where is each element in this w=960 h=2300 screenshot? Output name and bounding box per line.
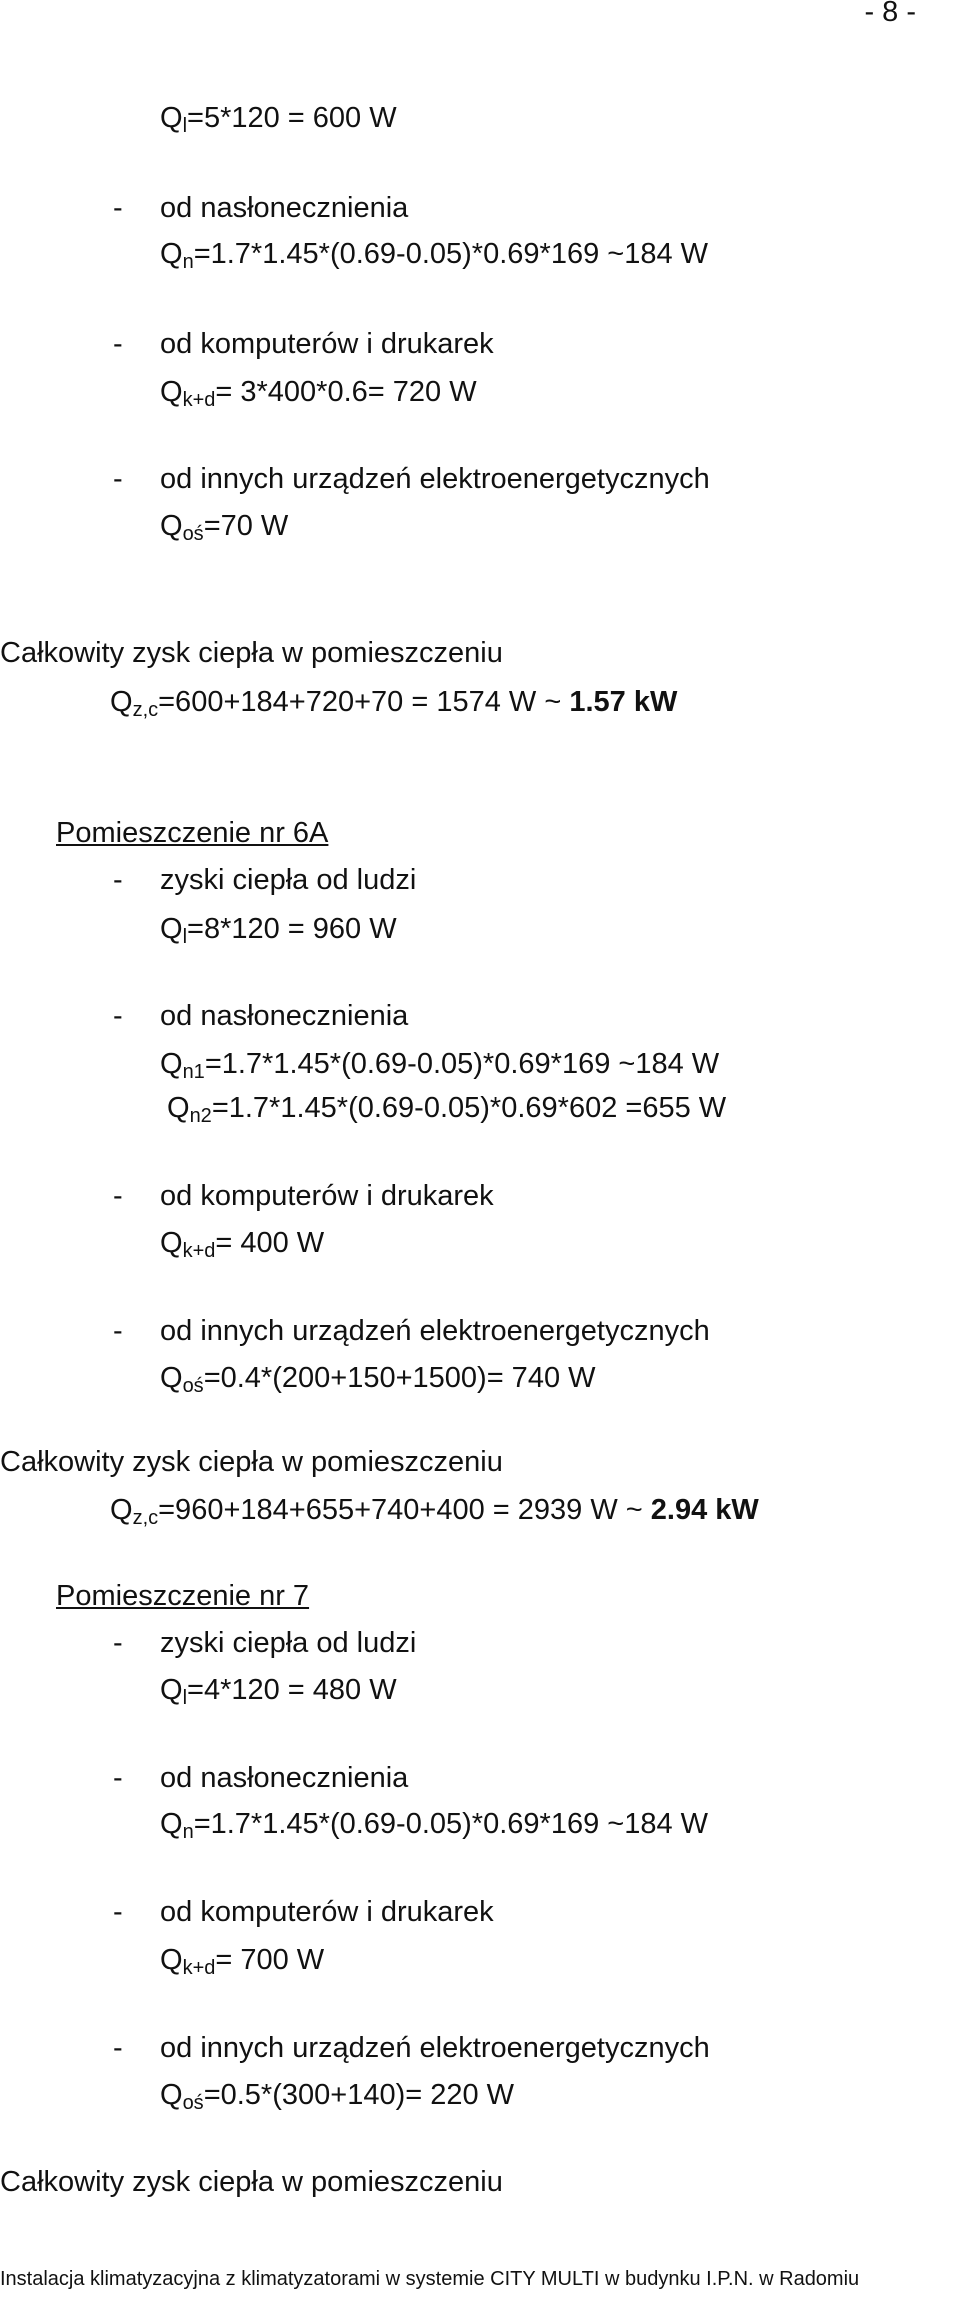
formula-line [160, 911, 397, 947]
formula-symbol: Q [167, 1092, 190, 1124]
formula-symbol: Q [160, 1944, 183, 1976]
formula-expression: = 400 W [215, 1227, 325, 1259]
formula-expression: =1.7*1.45*(0.69-0.05)*0.69*169 ~184 W [193, 1808, 709, 1840]
formula-subscript: oś [182, 1375, 204, 1397]
bullet-text: zyski ciepła od ludzi [160, 1627, 417, 1659]
summary-heading [0, 1444, 503, 1480]
formula-subscript: oś [182, 2092, 204, 2114]
bullet-text: zyski ciepła od ludzi [160, 864, 417, 896]
summary-heading [0, 2164, 503, 2200]
formula-total: 1.57 kW [569, 686, 678, 718]
formula-expression: =70 W [203, 510, 289, 542]
formula-symbol: Q [160, 1048, 183, 1080]
formula-symbol: Q [160, 1808, 183, 1840]
bullet-text: od nasłonecznienia [160, 192, 409, 224]
formula-line [160, 508, 288, 544]
bullet-dash: - [113, 1762, 123, 1794]
formula-expression: =600+184+720+70 = 1574 W ~ [158, 686, 570, 718]
formula-subscript: n [182, 1821, 194, 1843]
page-number: - 8 - [864, 0, 916, 28]
bullet-dash: - [113, 864, 123, 896]
formula-expression: =5*120 = 600 W [187, 102, 397, 134]
section-heading [56, 1578, 309, 1614]
formula-expression: =1.7*1.45*(0.69-0.05)*0.69*169 ~184 W [204, 1048, 720, 1080]
formula-subscript: n1 [182, 1061, 205, 1083]
formula-subscript: k+d [182, 1240, 216, 1262]
formula-expression: =4*120 = 480 W [187, 1674, 397, 1706]
formula-line [110, 1492, 759, 1528]
formula-line [160, 1046, 719, 1082]
section-heading [56, 815, 328, 851]
formula-expression: =1.7*1.45*(0.69-0.05)*0.69*602 =655 W [211, 1092, 727, 1124]
formula-subscript: l [182, 115, 188, 137]
page-footer: Instalacja klimatyzacyjna z klimatyzatorami w systemie CITY MULTI w budynku I.P.N. w Radomiu [0, 2268, 860, 2290]
formula-line [167, 1090, 726, 1126]
formula-line [160, 1672, 397, 1708]
formula-symbol: Q [160, 376, 183, 408]
formula-line [160, 1225, 324, 1261]
formula-subscript: k+d [182, 389, 216, 411]
formula-symbol: Q [110, 1494, 133, 1526]
heading-text: Całkowity zysk ciepła w pomieszczeniu [0, 1446, 503, 1478]
formula-line [110, 684, 677, 720]
formula-line [160, 374, 477, 410]
formula-symbol: Q [160, 2079, 183, 2111]
bullet-text: od komputerów i drukarek [160, 1896, 494, 1928]
formula-symbol: Q [110, 686, 133, 718]
bullet-dash: - [113, 1627, 123, 1659]
formula-expression: =0.4*(200+150+1500)= 740 W [203, 1362, 596, 1394]
heading-text: Całkowity zysk ciepła w pomieszczeniu [0, 2166, 503, 2198]
bullet-dash: - [113, 192, 123, 224]
room-title: Pomieszczenie nr 6A [56, 817, 329, 849]
bullet-text: od nasłonecznienia [160, 1762, 409, 1794]
bullet-text: od innych urządzeń elektroenergetycznych [160, 2032, 710, 2064]
formula-subscript: z,c [132, 1507, 159, 1529]
formula-expression: = 700 W [215, 1944, 325, 1976]
formula-symbol: Q [160, 1362, 183, 1394]
formula-symbol: Q [160, 1227, 183, 1259]
formula-line [160, 1942, 324, 1978]
bullet-text: od komputerów i drukarek [160, 328, 494, 360]
formula-symbol: Q [160, 1674, 183, 1706]
formula-subscript: l [182, 926, 188, 948]
formula-subscript: n2 [189, 1105, 212, 1127]
formula-expression: =8*120 = 960 W [187, 913, 397, 945]
room-title: Pomieszczenie nr 7 [56, 1580, 310, 1612]
bullet-dash: - [113, 2032, 123, 2064]
formula-expression: = 3*400*0.6= 720 W [215, 376, 477, 408]
summary-heading [0, 635, 503, 671]
bullet-text: od nasłonecznienia [160, 1000, 409, 1032]
formula-total: 2.94 kW [650, 1494, 759, 1526]
formula-subscript: n [182, 251, 194, 273]
bullet-text: od komputerów i drukarek [160, 1180, 494, 1212]
bullet-dash: - [113, 328, 123, 360]
formula-subscript: oś [182, 523, 204, 545]
formula-line [160, 100, 397, 136]
formula-expression: =0.5*(300+140)= 220 W [203, 2079, 515, 2111]
bullet-text: od innych urządzeń elektroenergetycznych [160, 1315, 710, 1347]
formula-expression: =960+184+655+740+400 = 2939 W ~ [158, 1494, 651, 1526]
formula-line [160, 2077, 514, 2113]
formula-expression: =1.7*1.45*(0.69-0.05)*0.69*169 ~184 W [193, 238, 709, 270]
bullet-dash: - [113, 1896, 123, 1928]
bullet-dash: - [113, 1315, 123, 1347]
formula-symbol: Q [160, 510, 183, 542]
formula-subscript: k+d [182, 1957, 216, 1979]
formula-symbol: Q [160, 913, 183, 945]
bullet-dash: - [113, 463, 123, 495]
formula-symbol: Q [160, 238, 183, 270]
formula-line [160, 236, 708, 272]
bullet-dash: - [113, 1000, 123, 1032]
bullet-dash: - [113, 1180, 123, 1212]
bullet-text: od innych urządzeń elektroenergetycznych [160, 463, 710, 495]
formula-subscript: z,c [132, 699, 159, 721]
formula-line [160, 1360, 596, 1396]
heading-text: Całkowity zysk ciepła w pomieszczeniu [0, 637, 503, 669]
formula-line [160, 1806, 708, 1842]
formula-symbol: Q [160, 102, 183, 134]
formula-subscript: l [182, 1687, 188, 1709]
